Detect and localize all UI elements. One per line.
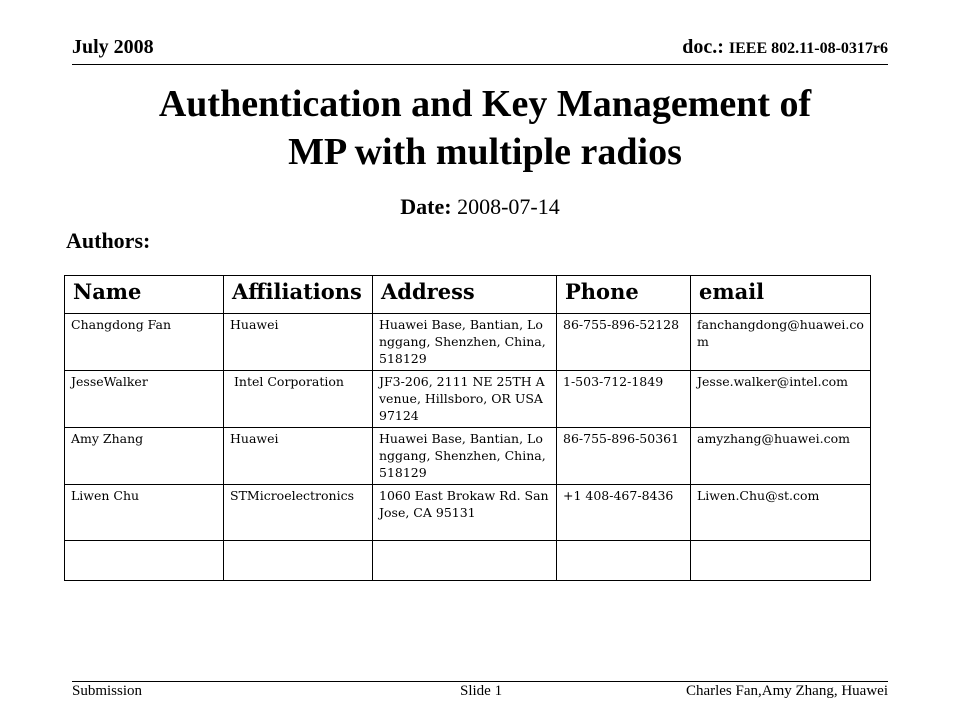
cell-email [691,541,871,581]
table-header-row [65,276,871,314]
cell-phone: 86-755-896-50361 [557,428,691,485]
slide-title [60,80,910,176]
table-row [65,314,871,371]
cell-email: Liwen.Chu@st.com [691,485,871,541]
header-doc-label: doc.: [682,36,724,58]
cell-address [373,541,557,581]
cell-name: Changdong Fan [65,314,224,371]
title-line-2: MP with multiple radios [288,131,682,173]
cell-email: fanchangdong@huawei.com [691,314,871,371]
cell-affiliation: Huawei [224,314,373,371]
cell-affiliation: Huawei [224,428,373,485]
cell-address: JF3-206, 2111 NE 25TH Avenue, Hillsboro, OR USA 97124 [373,371,557,428]
column-header-phone: Phone [557,276,691,314]
table-row [65,428,871,485]
cell-address: 1060 East Brokaw Rd. San Jose, CA 95131 [373,485,557,541]
cell-address: Huawei Base, Bantian, Longgang, Shenzhen, China, 518129 [373,314,557,371]
cell-email: Jesse.walker@intel.com [691,371,871,428]
date-line [0,194,960,220]
footer-rule [72,681,888,682]
column-header-address: Address [373,276,557,314]
authors-label: Authors: [66,228,151,253]
column-header-affiliations: Affiliations [224,276,373,314]
footer-submission: Submission [72,683,143,699]
column-header-name: Name [65,276,224,314]
footer-slide-number: Slide 1 [460,683,503,699]
date-label: Date: [400,194,452,219]
column-header-email: email [691,276,871,314]
authors-table [64,275,871,581]
cell-affiliation [224,541,373,581]
date-value: 2008-07-14 [457,194,560,219]
cell-phone: 86-755-896-52128 [557,314,691,371]
cell-name: Liwen Chu [65,485,224,541]
header-doc-id [682,36,888,59]
cell-phone: 1-503-712-1849 [557,371,691,428]
cell-name: JesseWalker [65,371,224,428]
cell-address: Huawei Base, Bantian, Longgang, Shenzhen, China, 518129 [373,428,557,485]
header-date: July 2008 [72,36,154,58]
title-line-1: Authentication and Key Management of [158,83,812,125]
cell-affiliation: Intel Corporation [224,371,373,428]
cell-name [65,541,224,581]
cell-name: Amy Zhang [65,428,224,485]
table-row [65,485,871,541]
header-rule [72,64,888,65]
cell-phone [557,541,691,581]
cell-affiliation: STMicroelectronics [224,485,373,541]
table-row-empty [65,541,871,581]
footer-authors: Charles Fan,Amy Zhang, Huawei [685,683,888,699]
header-doc-number: IEEE 802.11-08-0317r6 [728,40,888,57]
table-row [65,371,871,428]
cell-phone: +1 408-467-8436 [557,485,691,541]
cell-email: amyzhang@huawei.com [691,428,871,485]
